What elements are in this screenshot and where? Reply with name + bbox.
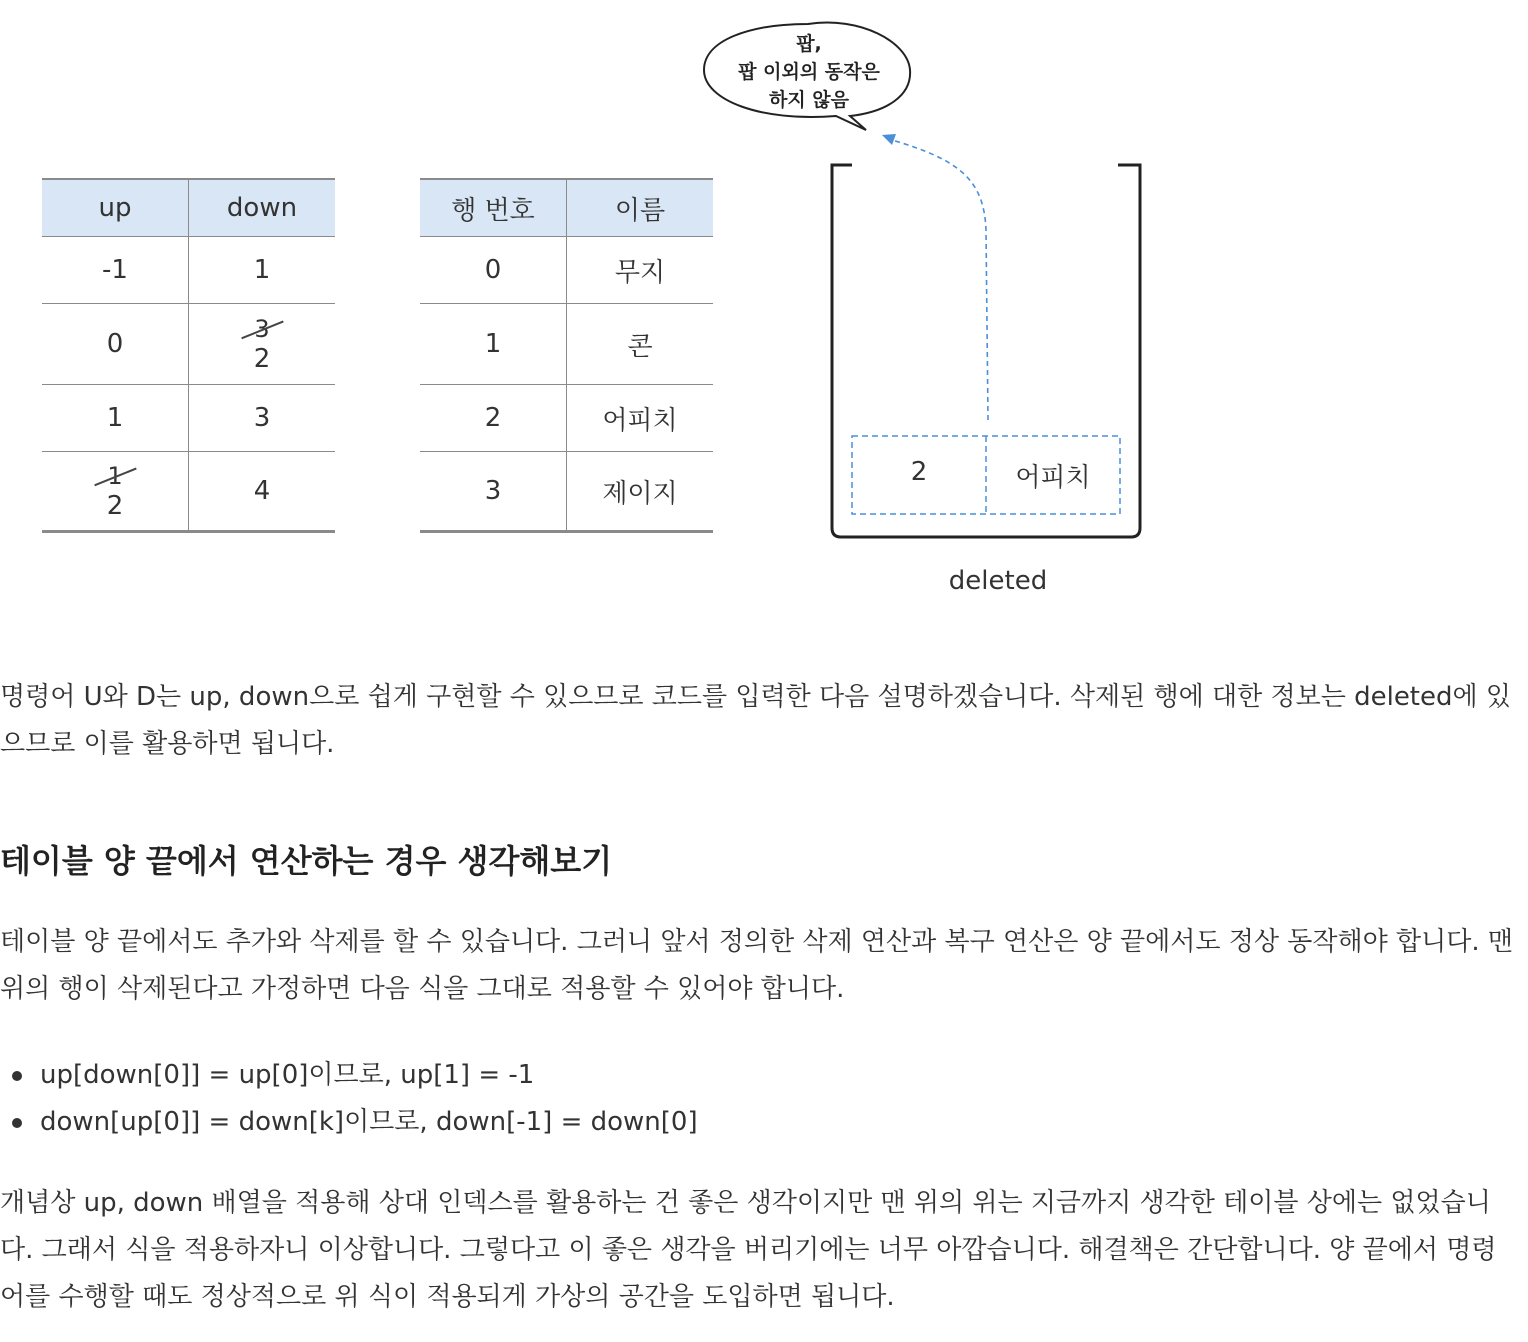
table-row bbox=[420, 452, 713, 532]
up-cell: 0 bbox=[42, 304, 189, 385]
updown-table bbox=[42, 178, 335, 533]
deleted-label: deleted bbox=[948, 566, 1048, 596]
new-value: 2 bbox=[253, 344, 271, 374]
bubble-line: 하지 않음 bbox=[768, 89, 850, 111]
row-number-cell: 2 bbox=[420, 385, 567, 452]
formula-list bbox=[0, 1052, 698, 1146]
table-row bbox=[42, 385, 335, 452]
up-cell: -1 bbox=[42, 237, 189, 304]
paragraph-virtual-space: 개념상 up, down 배열을 적용해 상대 인덱스를 활용하는 건 좋은 생각이지만 맨 위의 위는 지금까지 생각한 테이블 상에는 없었습니다. 그래서 식을 적용하자니 이상합니다. 그렇다고 이 좋은 생각을 버리기에는 너무 아깝습니다. 해결책은 간단합니다. 양 끝에서 명령어를 수행할 때도 정상적으로 위 식이 적용되게 가상의 공간을 도입하면 됩니다. bbox=[0, 1188, 1497, 1312]
table-row bbox=[420, 304, 713, 385]
down-cell: 3 bbox=[189, 385, 336, 452]
name-cell: 어피치 bbox=[567, 385, 714, 452]
section-heading: 테이블 양 끝에서 연산하는 경우 생각해보기 bbox=[0, 842, 613, 880]
down-cell-updated bbox=[189, 304, 336, 385]
name-cell: 무지 bbox=[567, 237, 714, 304]
bubble-line: 팝, bbox=[796, 33, 822, 55]
paragraph-ends: 테이블 양 끝에서도 추가와 삭제를 할 수 있습니다. 그러니 앞서 정의한 삭제 연산과 복구 연산은 양 끝에서도 정상 동작해야 합니다. 맨 위의 행이 삭제된다고 가정하면 다음 식을 그대로 적용할 수 있어야 합니다. bbox=[0, 927, 1513, 1004]
paragraph-intro: 명령어 U와 D는 up, down으로 쉽게 구현할 수 있으므로 코드를 입력한 다음 설명하겠습니다. 삭제된 행에 대한 정보는 deleted에 있으므로 이를 활용하면 됩니다. bbox=[0, 682, 1511, 759]
header-name: 이름 bbox=[567, 179, 714, 237]
header-up: up bbox=[42, 179, 189, 237]
up-cell-updated bbox=[42, 452, 189, 532]
deleted-row-number: 2 bbox=[910, 457, 928, 487]
struck-old-value: 3 bbox=[254, 315, 270, 343]
pop-arrow bbox=[892, 140, 988, 420]
down-cell: 1 bbox=[189, 237, 336, 304]
row-number-cell: 3 bbox=[420, 452, 567, 532]
name-table bbox=[420, 178, 713, 533]
bubble-line: 팝 이외의 동작은 bbox=[738, 61, 880, 83]
list-item: up[down[0]] = up[0]이므로, up[1] = -1 bbox=[0, 1052, 698, 1099]
row-number-cell: 0 bbox=[420, 237, 567, 304]
table-row bbox=[420, 237, 713, 304]
up-cell: 1 bbox=[42, 385, 189, 452]
name-cell: 제이지 bbox=[567, 452, 714, 532]
row-number-cell: 1 bbox=[420, 304, 567, 385]
header-down: down bbox=[189, 179, 336, 237]
header-row-number: 행 번호 bbox=[420, 179, 567, 237]
deleted-row-name: 어피치 bbox=[1015, 463, 1091, 493]
down-cell: 4 bbox=[189, 452, 336, 532]
pop-arrowhead bbox=[882, 134, 896, 145]
speech-bubble-text bbox=[706, 30, 912, 114]
table-row bbox=[42, 452, 335, 532]
table-row bbox=[420, 385, 713, 452]
table-row bbox=[42, 237, 335, 304]
table-row bbox=[42, 304, 335, 385]
figure bbox=[0, 0, 1528, 620]
struck-old-value: 1 bbox=[107, 462, 123, 490]
name-cell: 콘 bbox=[567, 304, 714, 385]
list-item: down[up[0]] = down[k]이므로, down[-1] = down[0] bbox=[0, 1099, 698, 1146]
new-value: 2 bbox=[106, 491, 124, 521]
